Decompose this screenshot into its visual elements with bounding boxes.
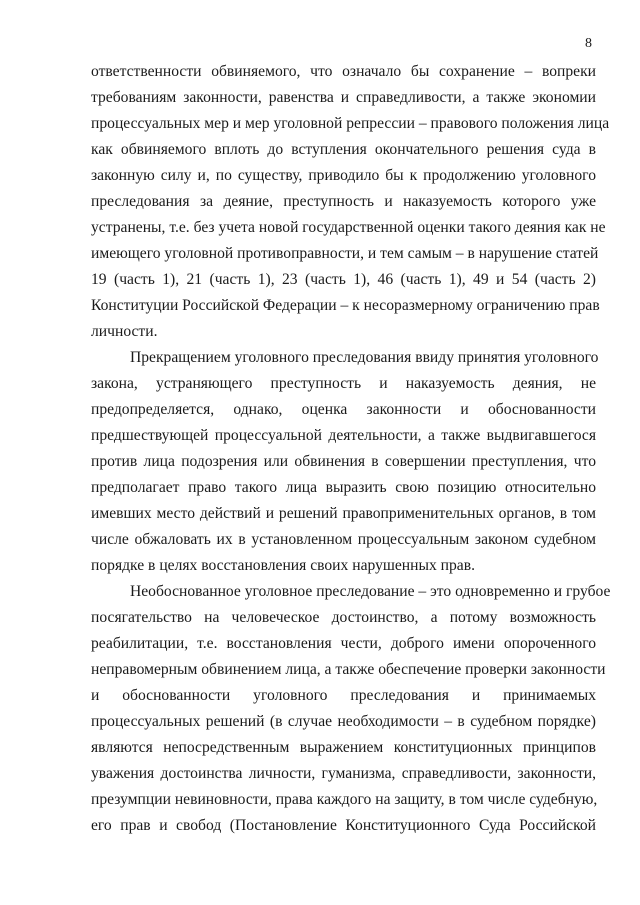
text-line: закона, устраняющего преступность и наказуемость деяния, не [91, 375, 596, 392]
text-line: процессуальных мер и мер уголовной репрессии – правового положения лица [91, 115, 610, 132]
page-number: 8 [585, 36, 592, 51]
text-line: законную силу и, по существу, приводило бы к продолжению уголовного [91, 167, 596, 184]
text-line: преследования за деяние, преступность и наказуемость которого уже [91, 193, 596, 210]
text-line: неправомерным обвинением лица, а также обеспечение проверки законности [91, 661, 606, 678]
text-line: предопределяется, однако, оценка законности и обоснованности [91, 401, 596, 418]
text-line: как обвиняемого вплоть до вступления окончательного решения суда в [91, 141, 596, 158]
text-line: его прав и свобод (Постановление Конституционного Суда Российской [91, 817, 596, 834]
paragraph-first-line: Прекращением уголовного преследования ввиду принятия уголовного [130, 349, 599, 366]
text-line: предполагает право такого лица выразить свою позицию относительно [91, 479, 596, 496]
text-line: требованиям законности, равенства и справедливости, а также экономии [91, 89, 596, 106]
text-line: реабилитации, т.е. восстановления чести, доброго имени опороченного [91, 635, 596, 652]
text-line: личности. [91, 323, 158, 340]
text-line: числе обжаловать их в установленном процессуальным законом судебном [91, 531, 596, 548]
text-line: презумпции невиновности, права каждого на защиту, в том числе судебную, [91, 791, 598, 808]
text-line: и обоснованности уголовного преследования и принимаемых [91, 687, 596, 704]
text-line: имевших место действий и решений правоприменительных органов, в том [91, 505, 596, 522]
paragraph-first-line: Необоснованное уголовное преследование – это одновременно и грубое [130, 583, 611, 600]
text-line: порядке в целях восстановления своих нарушенных прав. [91, 557, 475, 574]
text-line: посягательство на человеческое достоинство, а потому возможность [91, 609, 596, 626]
text-line: процессуальных решений (в случае необходимости – в судебном порядке) [91, 713, 596, 730]
text-line: имеющего уголовной противоправности, и тем самым – в нарушение статей [91, 245, 599, 262]
text-line: уважения достоинства личности, гуманизма, справедливости, законности, [91, 765, 596, 782]
text-line: предшествующей процессуальной деятельности, а также выдвигавшегося [91, 427, 596, 444]
text-line: против лица подозрения или обвинения в совершении преступления, что [91, 453, 596, 470]
text-line: являются непосредственным выражением конституционных принципов [91, 739, 596, 756]
text-line: ответственности обвиняемого, что означало бы сохранение – вопреки [91, 63, 596, 80]
text-line: Конституции Российской Федерации – к несоразмерному ограничению прав [91, 297, 600, 314]
text-line: 19 (часть 1), 21 (часть 1), 23 (часть 1), 46 (часть 1), 49 и 54 (часть 2) [91, 271, 596, 288]
text-line: устранены, т.е. без учета новой государственной оценки такого деяния как не [91, 219, 606, 236]
